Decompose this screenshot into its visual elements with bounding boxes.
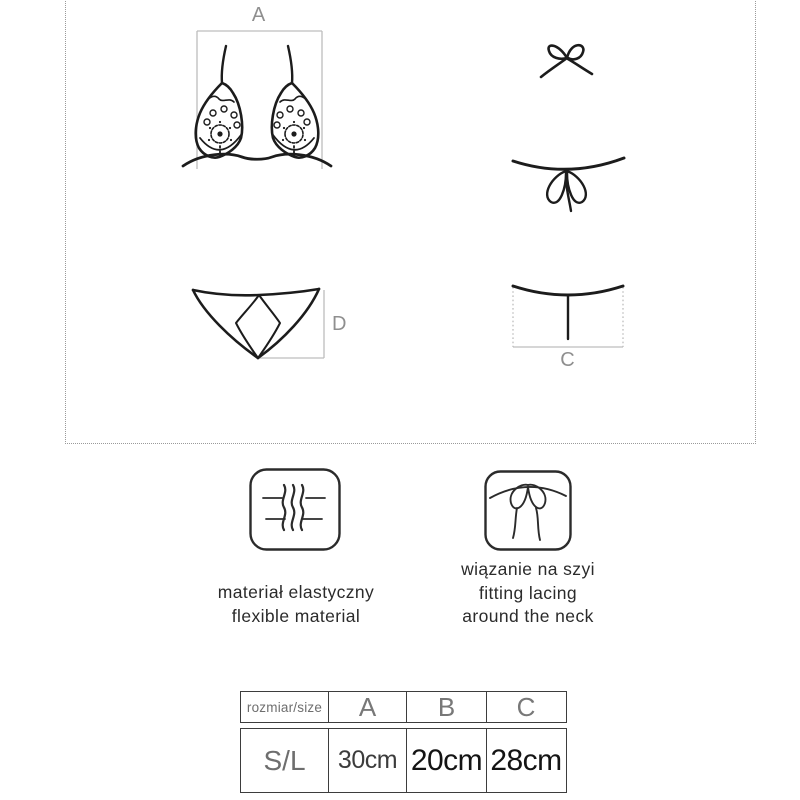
feature-caption-elastic — [171, 581, 421, 628]
size-table-header-row — [240, 691, 567, 723]
panty-back-drawing — [513, 286, 623, 339]
bra-back-diagram — [491, 26, 661, 216]
dimension-label-d: D — [332, 313, 348, 335]
lacing-bow-glyph — [490, 485, 566, 540]
elastic-material-icon — [249, 468, 341, 556]
size-table-value-cell: 30cm — [328, 729, 406, 792]
size-table-header-cell: A — [328, 692, 406, 722]
panty-front-drawing — [193, 289, 319, 358]
neck-lacing-icon — [484, 470, 572, 556]
size-table-data-row — [240, 728, 567, 793]
panty-front-diagram — [176, 269, 371, 374]
feature-caption-line: wiązanie na szyi — [461, 559, 595, 579]
dimension-label-c: C — [560, 349, 576, 371]
measurement-diagram-panel — [65, 0, 756, 444]
feature-caption-line: around the neck — [462, 606, 594, 626]
size-table-size-cell: S/L — [263, 744, 306, 776]
feature-caption-lacing — [417, 558, 639, 629]
feature-caption-line: fitting lacing — [478, 582, 577, 603]
size-table-value-cell: 28cm — [486, 729, 565, 792]
size-table-header-cell: B — [406, 692, 486, 722]
dimension-label-a: A — [251, 4, 267, 26]
size-table-header-cell: C — [486, 692, 565, 722]
back-tie-bow-drawing — [513, 158, 624, 211]
bra-front-drawing — [183, 46, 331, 166]
bra-front-diagram — [180, 1, 346, 183]
panty-back-diagram — [496, 273, 646, 373]
neck-knot-drawing — [541, 45, 592, 77]
size-table-value-cell: 20cm — [406, 729, 486, 792]
size-table — [240, 691, 567, 793]
size-table-header-cell: rozmiar/size — [246, 699, 323, 715]
elastic-waves-glyph — [263, 485, 325, 530]
feature-caption-line: flexible material — [231, 605, 361, 626]
feature-caption-line: materiał elastyczny — [217, 582, 375, 602]
